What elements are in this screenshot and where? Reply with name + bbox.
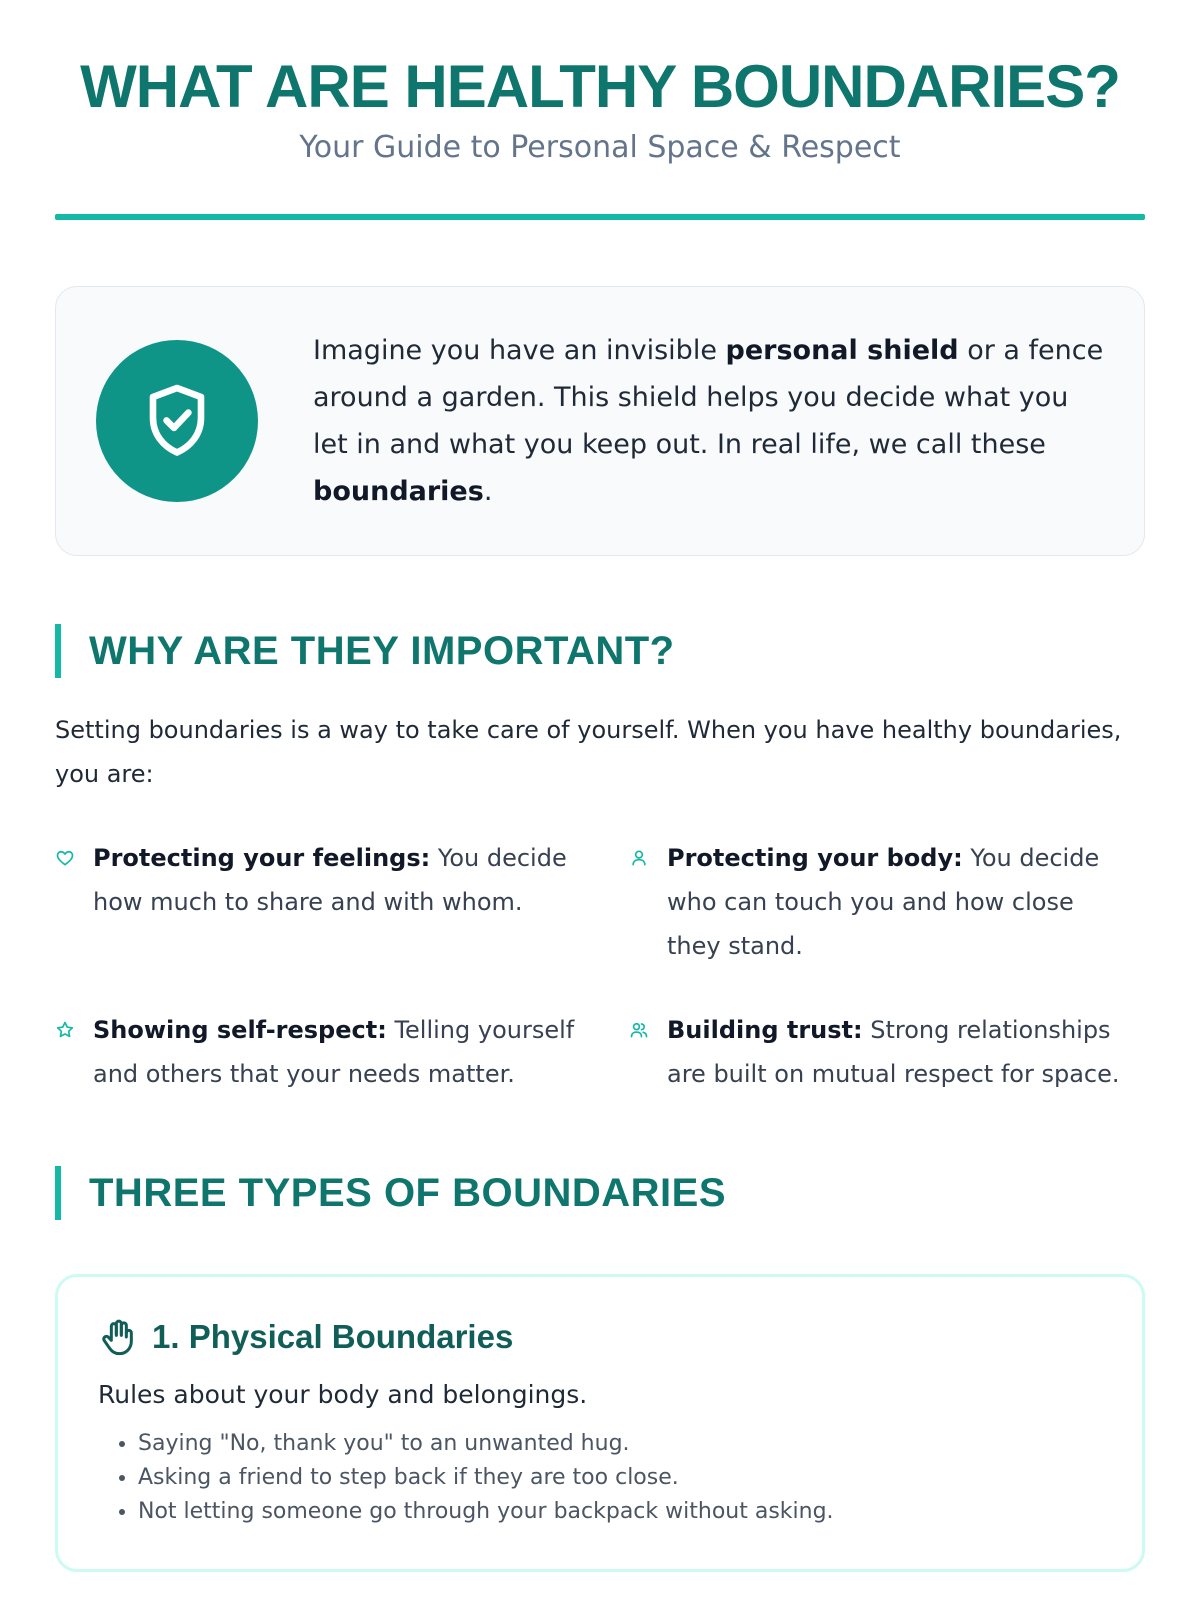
examples-list [98, 1427, 1102, 1529]
benefit-title: Building trust: [667, 1016, 863, 1044]
list-item: • Asking a friend to step back if they are too close. [138, 1461, 1102, 1495]
benefit-description: Strong relationships are built on mutual respect for space. [667, 1016, 1120, 1088]
intro-box [55, 286, 1145, 556]
star-icon [55, 1020, 75, 1040]
card-description: Rules about your body and belongings. [98, 1380, 588, 1409]
list-item: • Saying "No, thank you" to an unwanted hug. [138, 1427, 1102, 1461]
benefit-item [55, 1008, 629, 1096]
header [55, 0, 1145, 220]
section-heading-types: THREE TYPES OF BOUNDARIES [55, 1166, 1145, 1220]
page-subtitle: Your Guide to Personal Space & Respect [299, 130, 901, 165]
section-heading-why: WHY ARE THEY IMPORTANT? [55, 624, 1145, 678]
user-icon [629, 848, 649, 868]
header-divider [55, 214, 1145, 220]
physical-boundaries-card [55, 1274, 1145, 1572]
card-title: 1. Physical Boundaries [152, 1318, 514, 1355]
benefit-item [629, 1008, 1145, 1096]
benefit-item [55, 836, 629, 968]
card-header [98, 1317, 1102, 1357]
users-icon [629, 1020, 649, 1040]
intro-bold-boundaries: boundaries [313, 476, 484, 507]
shield-check-icon [96, 340, 258, 502]
benefit-description: You decide how much to share and with whom. [93, 844, 567, 916]
intro-bold-personal-shield: personal shield [725, 335, 959, 366]
list-item: • Not letting someone go through your backpack without asking. [138, 1495, 1102, 1529]
benefit-description: Telling yourself and others that your needs matter. [93, 1016, 575, 1088]
why-lead-text: Setting boundaries is a way to take care of yourself. When you have healthy boundaries, you are: [55, 716, 1122, 788]
benefit-title: Protecting your body: [667, 844, 963, 872]
benefit-description: You decide who can touch you and how close they stand. [667, 844, 1100, 960]
heart-icon [55, 848, 75, 868]
page-title: WHAT ARE HEALTHY BOUNDARIES? [80, 53, 1120, 120]
hand-icon [98, 1317, 138, 1357]
benefit-title: Showing self-respect: [93, 1016, 387, 1044]
benefits-grid [55, 836, 1145, 1096]
benefit-item [629, 836, 1145, 968]
benefit-title: Protecting your feelings: [93, 844, 431, 872]
intro-text: Imagine you have an invisible personal shield or a fence around a garden. This shield helps you decide what you let in and what you keep out. In real life, we call these boundaries. [313, 335, 1104, 507]
